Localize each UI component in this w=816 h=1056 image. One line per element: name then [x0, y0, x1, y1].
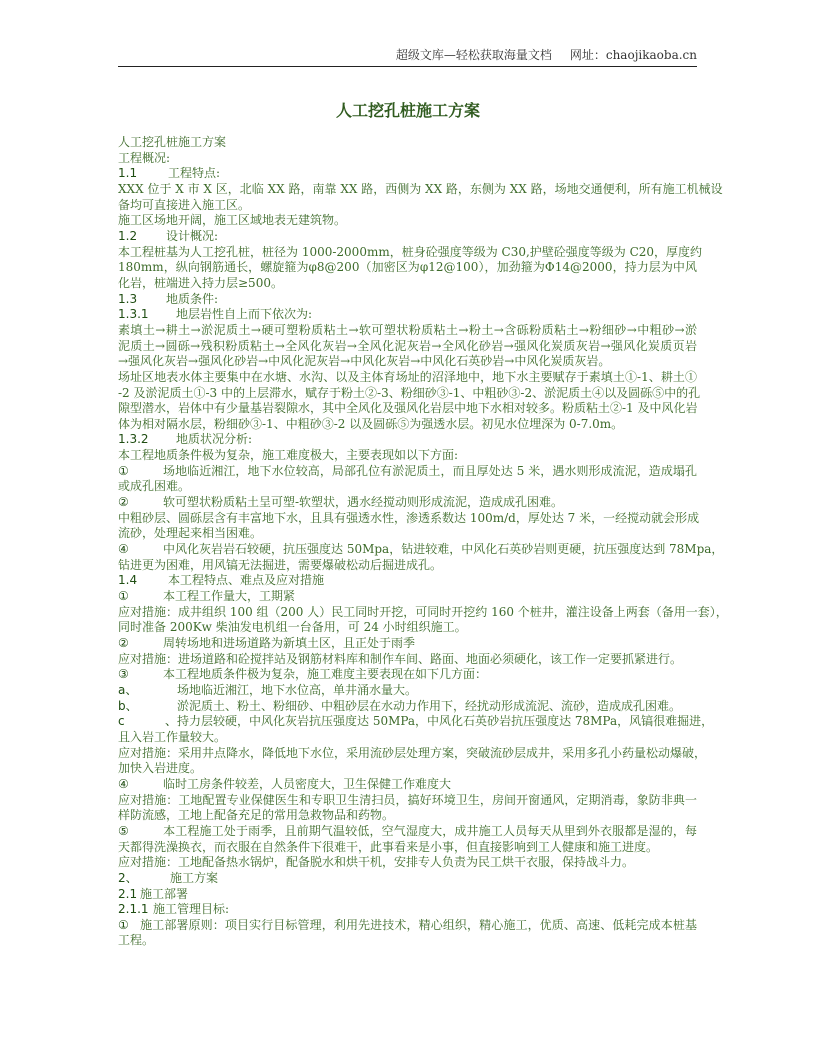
line-number-label: b、 [118, 698, 138, 713]
line-number-label: ② [118, 495, 129, 510]
line-text: 应对措施：工地配置专业保健医生和专职卫生清扫员，搞好环境卫生，房间开窗通风，定期消毒，象防非典一 [118, 792, 697, 807]
line-text: 地质条件: [166, 291, 219, 306]
text-line [118, 510, 700, 527]
text-line [118, 604, 728, 621]
text-line [118, 793, 697, 809]
header-url[interactable]: 网址：chaojikaoba.cn [569, 48, 697, 62]
line-number-label: 1.2 [118, 228, 138, 243]
line-text: 体为相对隔水层，粉细砂③-1、中粗砂③-2 以及圆砾⑤为强透水层。初见水位埋深为 0-7.0m。 [118, 416, 624, 431]
line-text: 本工程工作量大，工期紧 [163, 589, 296, 604]
line-text: 施工部署原则：项目实行目标管理，利用先进技术，精心组织，精心施工，优质、高速、低耗完成本桩基 [140, 917, 697, 932]
line-text: 场址区地表水体主要集中在水塘、水沟、以及主体育场址的沼泽地中，地下水主要赋存于素填土①-1、耕土① [118, 369, 697, 384]
line-text: 工程特点: [168, 166, 221, 181]
text-line [118, 401, 697, 417]
line-number-label: ⑤ [118, 823, 129, 838]
line-text: 钻进更为困难，用风镐无法掘进，需要爆破松动后掘进成孔。 [118, 557, 443, 572]
line-number-label: 1.1 [118, 166, 138, 181]
line-text: 人工挖孔桩施工方案 [118, 135, 227, 149]
numbered-line [118, 292, 697, 308]
line-text: 本工程桩基为人工挖孔桩，桩径为 1000-2000mm，桩身砼强度等级为 C30,护壁砼强度等级为 C20，厚度约 [118, 244, 703, 259]
line-number-label: ④ [118, 542, 129, 557]
line-text: 地层岩性自上而下依次为: [176, 307, 313, 322]
line-text: XXX 位于 X 市 X 区，北临 XX 路，南靠 XX 路，西侧为 XX 路，东侧为 XX 路，场地交通便利，所有施工机械设 [118, 181, 723, 196]
numbered-line [118, 683, 697, 699]
text-line [118, 151, 697, 167]
numbered-line [118, 589, 697, 605]
line-text: -2 及淤泥质土①-3 中的上层滞水，赋存于粉土②-3、粉细砂③-1、中粗砂③-2、淤泥质土④以及圆砾⑤中的孔 [118, 385, 701, 400]
line-number-label: ① [118, 463, 129, 478]
line-number-label: 1.3 [118, 291, 138, 306]
text-line [118, 730, 697, 746]
line-text: 场地临近湘江，地下水位高，单井涌水量大。 [177, 682, 418, 697]
line-text: →强风化灰岩→强风化砂岩→中风化泥灰岩→中风化灰岩→中风化石英砂岩→中风化炭质灰岩。 [118, 354, 611, 369]
numbered-line [118, 887, 697, 903]
line-text: 或成孔困难。 [118, 479, 191, 494]
line-number-label: 1.3.2 [118, 432, 149, 447]
line-text: 泥质土→圆砾→残积粉质粘土→全风化灰岩→全风化泥灰岩→全风化砂岩→强风化炭质灰岩→强风化炭质页岩 [118, 338, 697, 353]
numbered-line [118, 902, 697, 918]
line-text: 场地临近湘江，地下水位较高，局部孔位有淤泥质土，而且厚处达 5 米，遇水则形成流泥，造成塌孔 [163, 463, 697, 478]
text-line [118, 213, 697, 229]
numbered-line [118, 307, 697, 323]
line-text: 应对措施：工地配备热水锅炉，配备脱水和烘干机，安排专人负责为民工烘干衣服，保持战斗力。 [118, 855, 635, 870]
text-line [118, 808, 697, 824]
line-number-label: 2.1.1 [118, 902, 149, 917]
line-text: 且入岩工作量较大。 [118, 729, 227, 744]
line-text: 设计概况: [166, 228, 219, 243]
line-text: 化岩，桩端进入持力层≥500。 [118, 275, 283, 290]
numbered-line [118, 777, 697, 793]
numbered-line [118, 542, 724, 558]
line-number-label: ③ [118, 667, 129, 682]
line-text: 应对措施：采用井点降水，降低地下水位，采用流砂层处理方案，突破流砂层成井，采用多孔小药量松动爆破， [118, 745, 707, 760]
line-text: 施工区场地开阔，施工区域地表无建筑物。 [118, 213, 347, 228]
line-text: 天都得洗澡换衣，而衣服在自然条件下很难干，此事看来是小事，但直接影响到工人健康和施工进度。 [118, 839, 659, 854]
text-line [118, 840, 697, 856]
line-text: 周转场地和进场道路为新填土区，且正处于雨季 [163, 636, 416, 650]
numbered-line [118, 636, 697, 652]
line-text: 同时准备 200Kw 柴油发电机组一台备用，可 24 小时组织施工。 [118, 620, 467, 635]
header-site-name: 超级文库—轻松获取海量文档 [395, 48, 552, 62]
line-text: 中粗砂层、圆砾层含有丰富地下水，且具有强透水性，渗透系数达 100m/d，厚处达 7 米，一经搅动就会形成 [118, 510, 700, 525]
text-line [118, 276, 697, 292]
numbered-line [118, 573, 697, 589]
text-line [118, 855, 697, 871]
line-number-label: 2、 [118, 870, 138, 885]
text-line [118, 354, 697, 370]
document-title: 人工挖孔桩施工方案 [335, 101, 480, 120]
line-text: 软可塑状粉质粘土呈可塑-软塑状，遇水经搅动则形成流泥，造成成孔困难。 [163, 495, 564, 510]
header-divider [118, 66, 697, 67]
text-line [118, 339, 697, 355]
line-text: 本工程地质条件极为复杂，施工难度主要表现在如下几方面： [163, 667, 488, 682]
text-line [118, 479, 697, 495]
line-text: 地质状况分析: [176, 432, 253, 447]
line-text: 本工程施工处于雨季，且前期气温较低，空气湿度大，成井施工人员每天从里到外衣服都是湿的，每 [163, 823, 697, 838]
numbered-line [118, 166, 697, 182]
numbered-line [118, 918, 697, 934]
text-line [118, 323, 697, 339]
numbered-line [118, 871, 697, 887]
line-text: 流砂，处理起来相当困难。 [118, 526, 263, 541]
page-header [118, 46, 697, 63]
line-number-label: 1.4 [118, 573, 138, 588]
line-text: 本工程地质条件极为复杂，施工难度极大，主要表现如以下方面: [118, 448, 459, 463]
text-line [118, 181, 723, 198]
numbered-line [118, 464, 697, 480]
text-line [118, 385, 701, 402]
line-text: 样防流感，工地上配备充足的常用急救物品和药物。 [118, 808, 395, 823]
line-text: 中风化灰岩岩石较硬，抗压强度达 50Mpa，钻进较难，中风化石英砂岩则更硬，抗压强度达到 78Mpa， [163, 542, 724, 557]
text-line [118, 933, 697, 949]
line-text: 持力层较硬，中风化灰岩抗压强度达 50MPa，中风化石英砂岩抗压强度达 78MPa，风镐很难掘进， [177, 714, 714, 729]
numbered-line [118, 667, 697, 683]
line-text: 本工程特点、难点及应对措施 [168, 573, 325, 588]
line-text: 应对措施：进场道路和砼搅拌站及钢筋材料库和制作车间、路面、地面必须硬化，该工作一定要抓紧进行。 [118, 651, 683, 666]
line-text: 施工部署 [140, 886, 189, 901]
text-line [118, 370, 697, 386]
text-line [118, 761, 697, 777]
line-number-label: c、 [118, 714, 177, 729]
numbered-line [118, 824, 697, 840]
line-number-label: ① [118, 917, 129, 932]
line-number-label: ① [118, 589, 129, 604]
text-line [118, 135, 697, 151]
line-text: 施工方案 [170, 870, 219, 885]
line-number-label: a、 [118, 682, 138, 697]
line-text: 备均可直接进入施工区。 [118, 197, 251, 212]
text-line [118, 745, 707, 762]
text-line [118, 448, 697, 464]
numbered-line [118, 432, 697, 448]
line-text: 应对措施：成井组织 100 组（200 人）民工同时开挖，可同时开挖约 160 个桩井，灌注设备上两套（备用一套）， [118, 604, 728, 619]
line-text: 隙型潜水，岩体中有少量基岩裂隙水，其中全风化及强风化岩层中地下水相对较多。粉质粘土②-1 及中风化岩 [118, 401, 698, 416]
numbered-line [118, 714, 714, 730]
line-text: 工程。 [118, 933, 155, 948]
numbered-line [118, 699, 697, 715]
line-number-label: 2.1 [118, 886, 138, 901]
line-number-label: ④ [118, 776, 129, 791]
line-text: 180mm，纵向钢筋通长，螺旋箍为φ8@200（加密区为φ12@100），加劲箍为Φ14@2000，持力层为中风 [118, 260, 697, 275]
text-line [118, 558, 697, 574]
line-number-label: 1.3.1 [118, 307, 149, 322]
text-line [118, 652, 697, 668]
line-text: 工程概况: [118, 150, 171, 165]
line-text: 加快入岩进度。 [118, 761, 203, 776]
document-body [118, 135, 728, 949]
numbered-line [118, 229, 697, 245]
text-line [118, 198, 697, 214]
text-line [118, 260, 697, 276]
line-text: 临时工房条件较差，人员密度大，卫生保健工作难度大 [163, 776, 452, 791]
numbered-line [118, 495, 697, 511]
line-number-label: ② [118, 636, 129, 650]
line-text: 淤泥质土、粉土、粉细砂、中粗砂层在水动力作用下，经扰动形成流泥、流砂，造成成孔困难。 [177, 698, 682, 713]
text-line [118, 620, 697, 636]
text-line [118, 526, 697, 542]
line-text: 施工管理目标: [153, 902, 230, 917]
line-text: 素填土→耕土→淤泥质土→硬可塑粉质粘土→软可塑状粉质粘土→粉土→含砾粉质粘土→粉细砂→中粗砂→淤 [118, 322, 697, 337]
text-line [118, 244, 703, 261]
text-line [118, 417, 697, 433]
